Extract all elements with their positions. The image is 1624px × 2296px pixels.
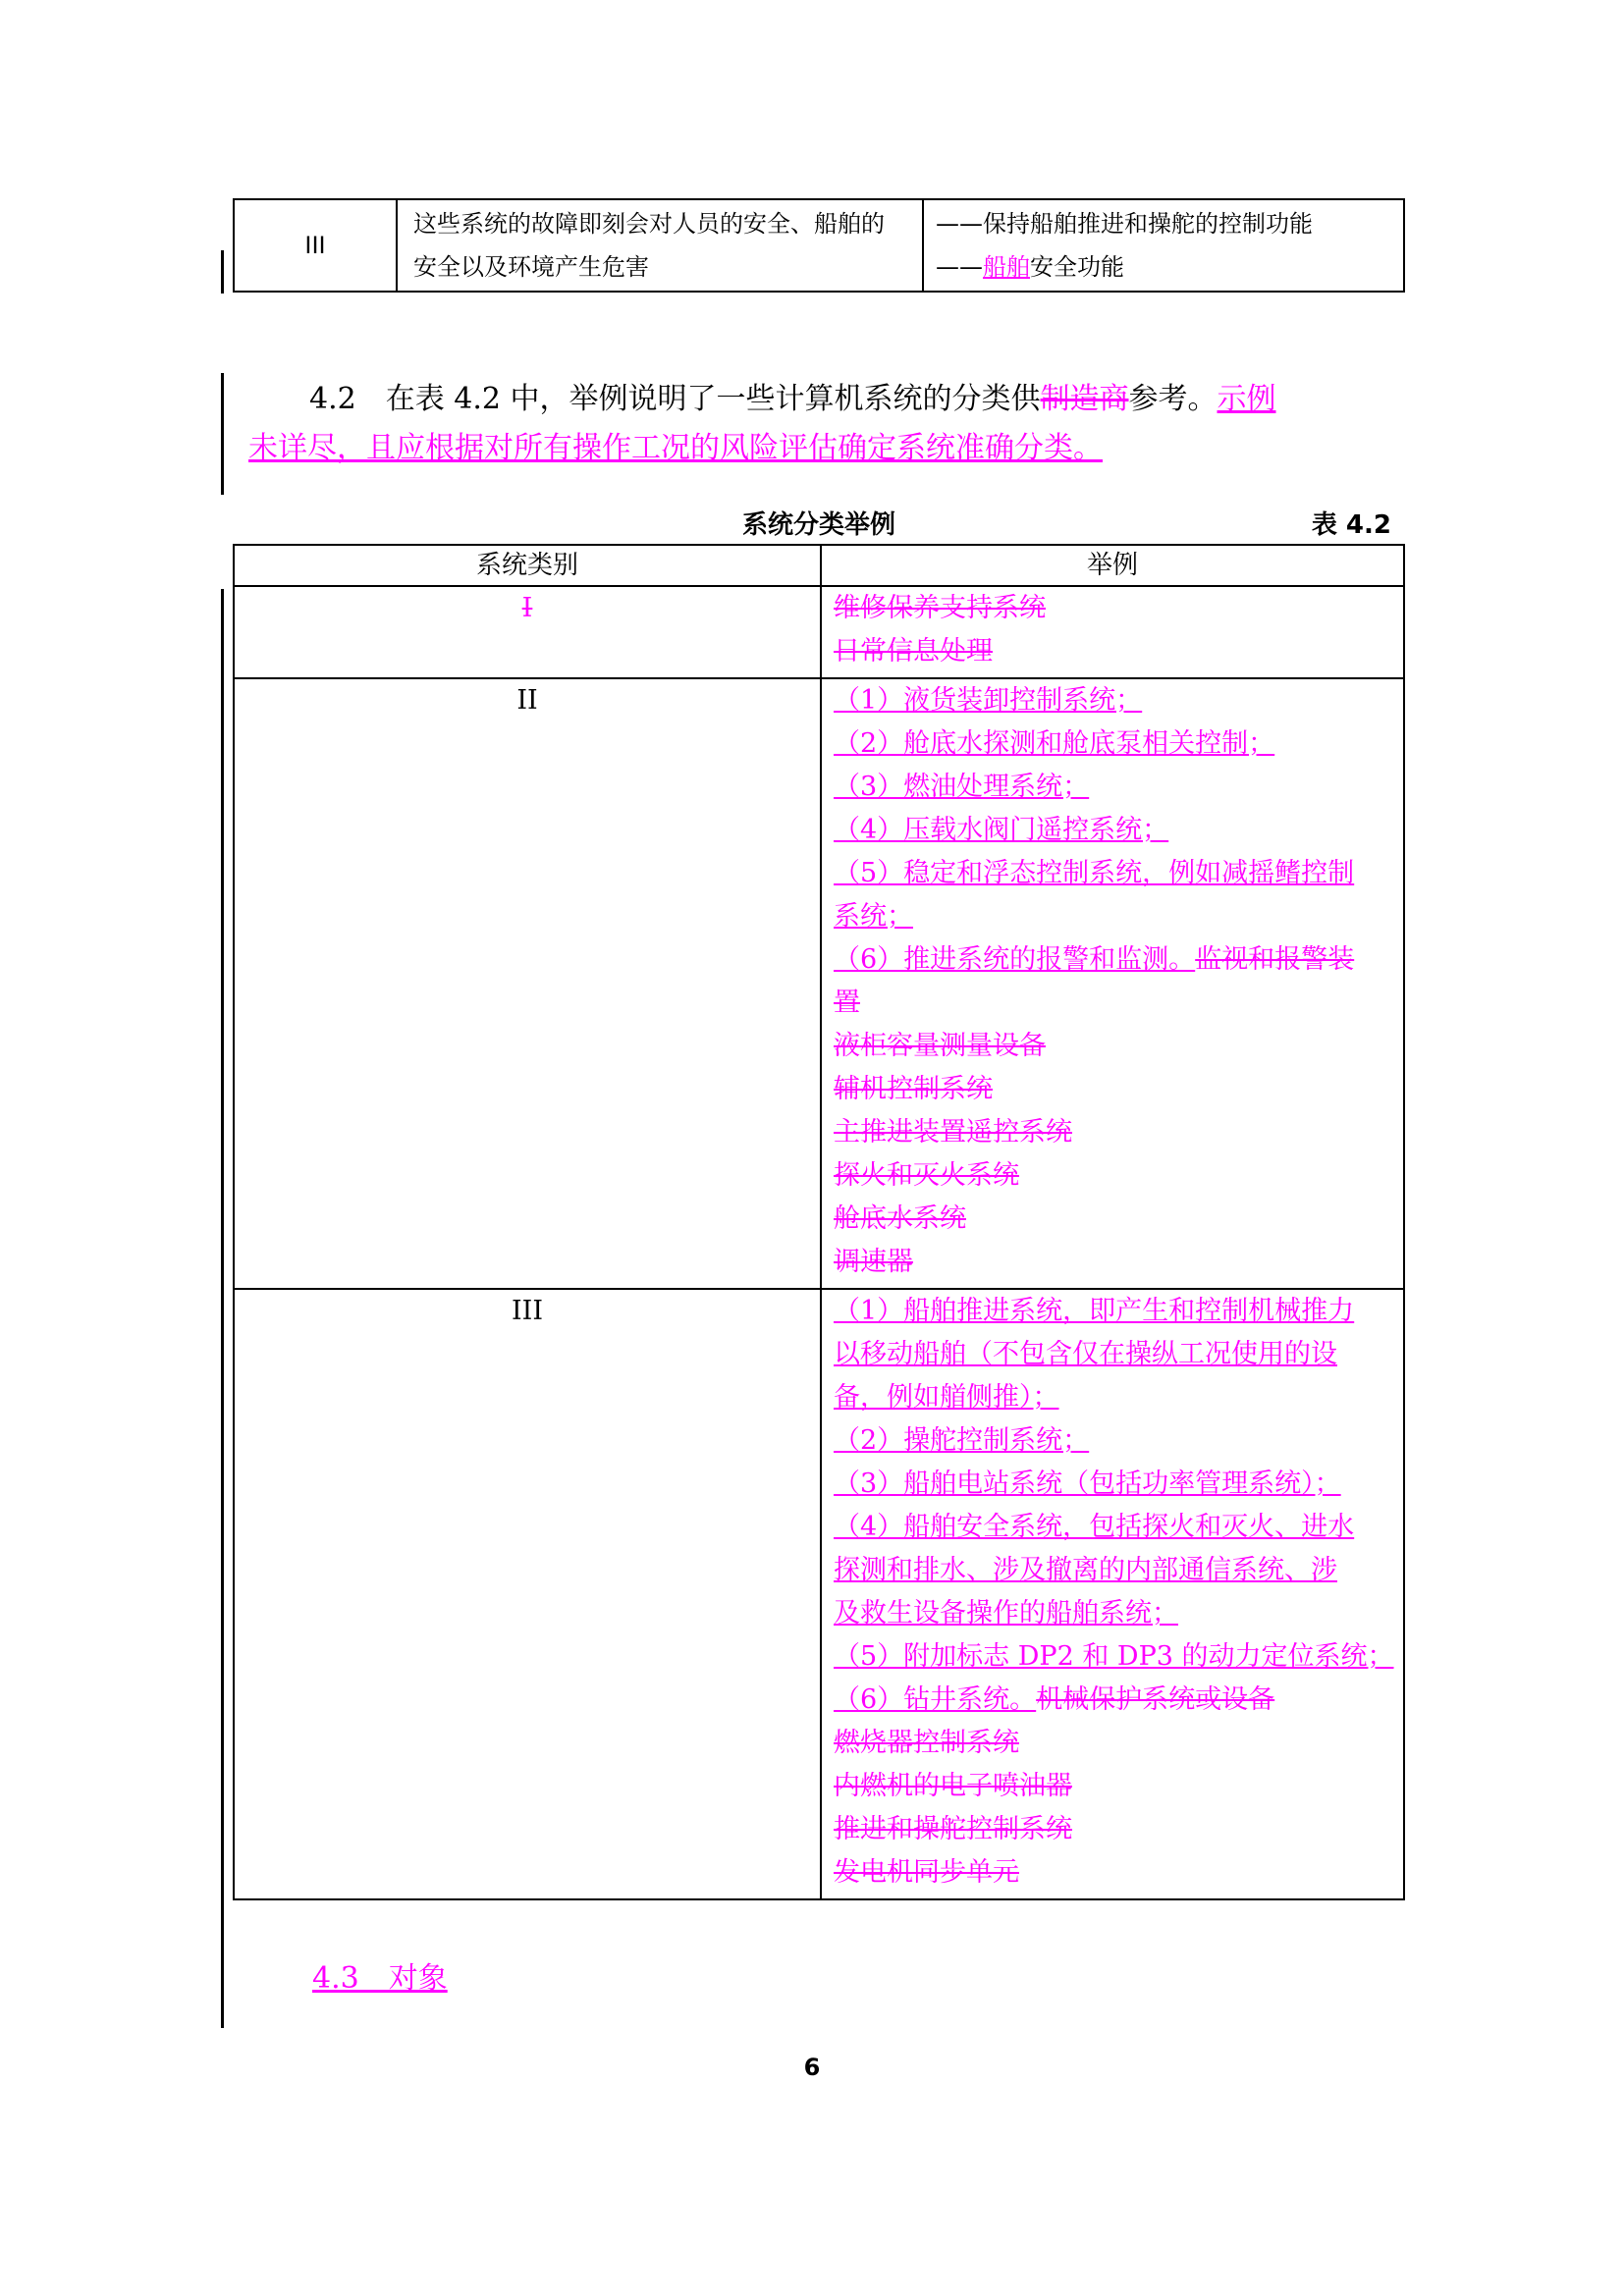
deleted-item: 探火和灭火系统 (834, 1160, 1019, 1191)
function-cell (923, 199, 1404, 292)
deleted-text: 监视和报警装 (1195, 944, 1355, 975)
paragraph-4-2 (248, 375, 1399, 473)
inserted-item: 备，例如艏侧推）； (834, 1382, 1059, 1413)
inserted-item: 探测和排水、涉及撤离的内部通信系统、涉 (834, 1555, 1337, 1585)
inserted-item: （1）船舶推进系统，即产生和控制机械推力 (834, 1296, 1355, 1326)
table-row (234, 199, 1404, 292)
inserted-text: 船舶 (983, 253, 1030, 281)
deleted-item: 舱底水系统 (834, 1203, 966, 1234)
table-number: 表 4.2 (1311, 510, 1391, 540)
inserted-item: （5）附加标志 DP2 和 DP3 的动力定位系统； (834, 1641, 1394, 1672)
deleted-item: 推进和操舵控制系统 (834, 1814, 1072, 1844)
table-caption (233, 501, 1405, 540)
system-classification-examples-table (233, 544, 1405, 1900)
examples-cell (821, 586, 1404, 678)
header-category: 系统类别 (234, 545, 821, 586)
description-line: 安全以及环境产生危害 (413, 253, 649, 281)
inserted-text: （6）推进系统的报警和监测。 (834, 944, 1196, 975)
inserted-item: 以移动船舶（不包含仅在操纵工况使用的设 (834, 1339, 1337, 1369)
table-row (234, 586, 1404, 678)
deleted-item: 置 (834, 988, 860, 1018)
inserted-item: 系统； (834, 901, 913, 932)
system-category-table-continued (233, 198, 1405, 293)
inserted-text: （6）钻井系统。 (834, 1684, 1037, 1715)
mixed-item (834, 1679, 1395, 1722)
change-bar (221, 250, 224, 294)
category-cell: II (234, 678, 821, 1289)
inserted-item: 及救生设备操作的船舶系统； (834, 1598, 1178, 1629)
function-line (936, 245, 1393, 289)
change-bar (221, 373, 224, 495)
inserted-item: （3）燃油处理系统； (834, 772, 1090, 802)
inserted-item: （2）操舵控制系统； (834, 1425, 1090, 1456)
inserted-text: 示例 (1217, 382, 1276, 416)
inserted-item: （4）压载水阀门遥控系统； (834, 815, 1169, 845)
deleted-item: 调速器 (834, 1247, 913, 1277)
deleted-item: 发电机同步单元 (834, 1857, 1019, 1888)
table-title: 系统分类举例 (741, 510, 895, 540)
description-line: 这些系统的故障即刻会对人员的安全、船舶的 (413, 210, 885, 238)
function-suffix: 安全功能 (1030, 253, 1124, 281)
table-row (234, 1289, 1404, 1899)
function-line: ——保持船舶推进和操舵的控制功能 (936, 210, 1313, 238)
deleted-text: I (521, 593, 533, 623)
function-prefix: —— (936, 253, 983, 281)
deleted-text: 制造商 (1040, 382, 1129, 416)
deleted-item: 辅机控制系统 (834, 1074, 993, 1104)
deleted-item: 内燃机的电子喷油器 (834, 1771, 1072, 1801)
change-bar (221, 589, 224, 2028)
paragraph-line (248, 375, 1399, 424)
inserted-text: 未详尽，且应根据对所有操作工况的风险评估确定系统准确分类。 (248, 431, 1103, 465)
page-number: 6 (803, 2054, 821, 2081)
deleted-item: 主推进装置遥控系统 (834, 1117, 1072, 1148)
table-header-row (234, 545, 1404, 586)
paragraph-text: 4.2 在表 4.2 中，举例说明了一些计算机系统的分类供 (309, 382, 1041, 416)
examples-cell (821, 1289, 1404, 1899)
category-cell: III (234, 199, 397, 292)
inserted-item: （3）船舶电站系统（包括功率管理系统）； (834, 1468, 1341, 1499)
section-heading-4-3: 4.3 对象 (312, 1961, 448, 1996)
inserted-item: （5）稳定和浮态控制系统，例如减摇鳍控制 (834, 858, 1355, 888)
deleted-item: 日常信息处理 (834, 636, 993, 667)
inserted-item: （1）液货装卸控制系统； (834, 685, 1143, 716)
examples-cell (821, 678, 1404, 1289)
deleted-item: 燃烧器控制系统 (834, 1728, 1019, 1758)
table-row (234, 678, 1404, 1289)
paragraph-text: 参考。 (1128, 382, 1218, 416)
deleted-item: 维修保养支持系统 (834, 593, 1046, 623)
deleted-text: 机械保护系统或设备 (1036, 1684, 1275, 1715)
inserted-item: （2）舱底水探测和舱底泵相关控制； (834, 728, 1275, 759)
mixed-item (834, 938, 1395, 982)
paragraph-line (248, 424, 1399, 473)
inserted-item: （4）船舶安全系统，包括探火和灭火、进水 (834, 1512, 1355, 1542)
header-examples: 举例 (821, 545, 1404, 586)
deleted-item: 液柜容量测量设备 (834, 1031, 1046, 1061)
category-cell: III (234, 1289, 821, 1899)
description-cell (397, 199, 923, 292)
category-cell (234, 586, 821, 678)
